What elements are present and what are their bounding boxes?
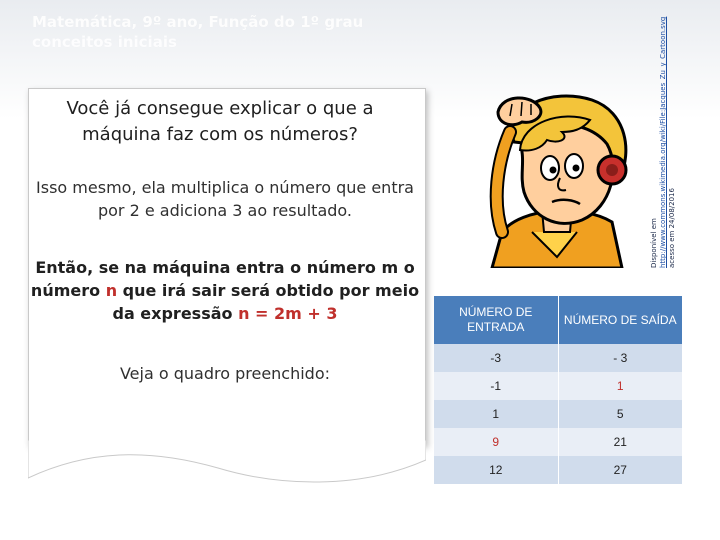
- credit-suffix: acesso em 24/08/2016: [668, 188, 676, 268]
- input-output-table: [434, 296, 682, 484]
- card-wavy-edge: [28, 440, 426, 488]
- slide-title-line1: Matemática, 9º ano, Função do 1º grau: [32, 13, 364, 31]
- credit-link[interactable]: http://www.commons.wikimedia.org/wiki/File:Jacques_Zu_y_Cartoon.svg: [659, 16, 667, 268]
- cell-input: 9: [434, 428, 558, 456]
- table-row: [434, 344, 682, 372]
- cell-output: - 3: [558, 344, 682, 372]
- table-row: [434, 428, 682, 456]
- slide-title-line2: conceitos iniciais: [32, 33, 177, 51]
- cell-input: -1: [434, 372, 558, 400]
- table-header-row: [434, 296, 682, 344]
- table-row: [434, 400, 682, 428]
- variable-n: n: [105, 281, 118, 300]
- see-table-text: Veja o quadro preenchido:: [119, 364, 331, 383]
- variable-m: m: [381, 258, 399, 277]
- credit-prefix: Disponível em: [650, 218, 658, 268]
- cell-output: 21: [558, 428, 682, 456]
- table-row: [434, 456, 682, 484]
- answer-text: Isso mesmo, ela multiplica o número que entra por 2 e adiciona 3 ao resultado.: [36, 178, 414, 220]
- slide-title: [32, 12, 452, 52]
- expression-formula: n = 2m + 3: [238, 304, 338, 323]
- image-credit: [650, 16, 677, 268]
- expression-part3: que irá sair será obtido por meio da expressão: [112, 281, 420, 323]
- cell-output: 5: [558, 400, 682, 428]
- cell-output: 1: [558, 372, 682, 400]
- table-row: [434, 372, 682, 400]
- cell-input: -3: [434, 344, 558, 372]
- expression-part1: Então, se na máquina entra o número: [35, 258, 382, 277]
- header-input: NÚMERO DE ENTRADA: [434, 296, 558, 344]
- cell-input: 12: [434, 456, 558, 484]
- cell-input: 1: [434, 400, 558, 428]
- expression-part2: o número: [30, 258, 415, 300]
- expression-text: [30, 256, 420, 325]
- thinking-cartoon-person-icon: [462, 82, 648, 268]
- question-text: Você já consegue explicar o que a máquina faz com os números?: [66, 98, 374, 145]
- header-output: NÚMERO DE SAÍDA: [558, 296, 682, 344]
- cell-output: 27: [558, 456, 682, 484]
